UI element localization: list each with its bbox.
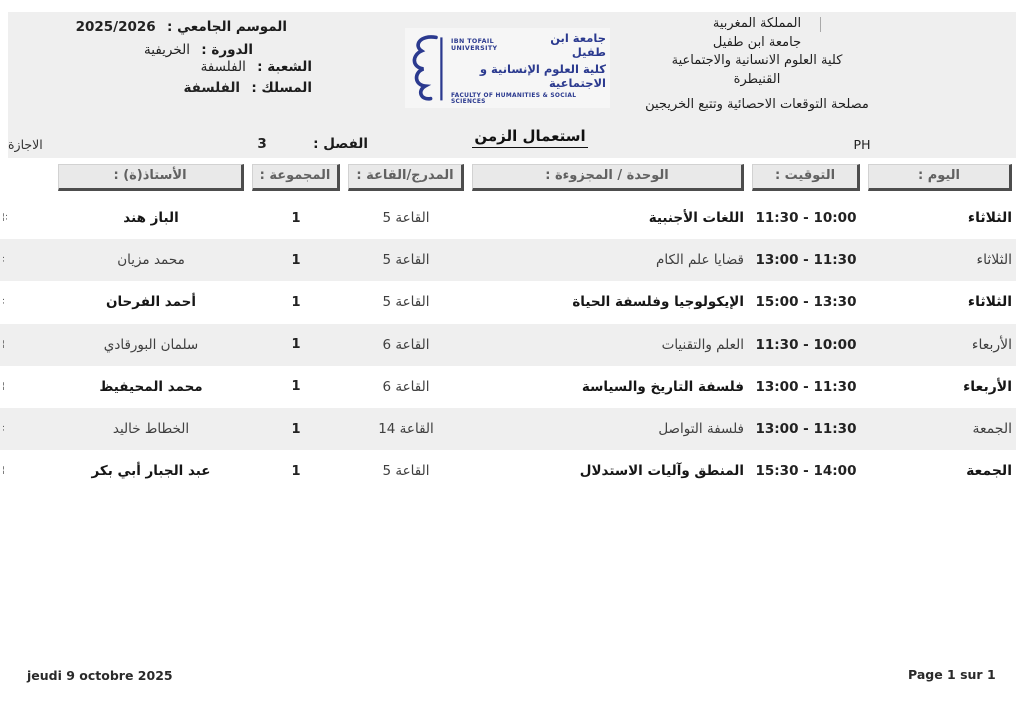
institution-kingdom: المملكة المغربية bbox=[712, 16, 802, 31]
section-value: الفلسفة bbox=[200, 59, 246, 75]
footer-date: jeudi 9 octobre 2025 bbox=[27, 668, 173, 683]
clipped-edge-text: : bbox=[2, 296, 6, 307]
clipped-edge-text: ¦ bbox=[2, 381, 6, 392]
clipped-edge-text: : bbox=[2, 423, 6, 434]
header-professor: الأستاذ(ة) : bbox=[58, 164, 244, 191]
semester-label: الفصل : bbox=[313, 136, 368, 152]
time-cell: 11:30 - 13:00 bbox=[755, 421, 857, 438]
timetable-header-row bbox=[58, 164, 1012, 191]
time-cell: 10:00 - 11:30 bbox=[755, 210, 857, 227]
university-logo-text bbox=[451, 31, 606, 105]
document-title bbox=[445, 126, 615, 145]
logo-faculty-ar: كلية العلوم الإنسانية و الاجتماعية bbox=[479, 62, 606, 90]
day-cell: الثلاثاء bbox=[967, 294, 1012, 311]
timetable-row-cells bbox=[58, 197, 1012, 239]
track-label: المسلك : bbox=[251, 80, 312, 96]
session-value: الخريفية bbox=[144, 42, 190, 58]
clipped-edge-text: ¦: bbox=[2, 212, 9, 223]
day-cell: الثلاثاء bbox=[976, 252, 1012, 269]
module-cell: اللغات الأجنبية bbox=[648, 210, 744, 227]
time-cell: 11:30 - 13:00 bbox=[755, 252, 857, 269]
track-line bbox=[183, 80, 312, 96]
timetable-row bbox=[0, 408, 1016, 450]
timetable-row bbox=[0, 239, 1016, 281]
timetable-row bbox=[0, 366, 1016, 408]
institution-city: القنيطرة bbox=[733, 71, 781, 87]
logo-university-en: IBN TOFAIL UNIVERSITY bbox=[451, 38, 498, 52]
session-label: الدورة : bbox=[201, 42, 253, 58]
footer-page-number: Page 1 sur 1 bbox=[908, 667, 996, 682]
header-group: المجموعة : bbox=[252, 164, 340, 191]
group-cell: 1 bbox=[291, 463, 301, 479]
time-cell: 13:30 - 15:00 bbox=[755, 294, 857, 311]
time-cell: 14:00 - 15:30 bbox=[755, 463, 857, 480]
timetable-row bbox=[0, 197, 1016, 239]
group-cell: 1 bbox=[291, 252, 301, 268]
room-cell: القاعة 5 bbox=[382, 210, 430, 227]
professor-cell: عبد الجبار أبي بكر bbox=[91, 463, 211, 480]
logo-faculty-en: FACULTY OF HUMANITIES & SOCIAL SCIENCES bbox=[451, 93, 577, 105]
logo-university-ar: جامعة ابن طفيل bbox=[550, 31, 606, 59]
room-cell: القاعة 5 bbox=[382, 294, 430, 311]
timetable-row-cells bbox=[58, 324, 1012, 366]
clipped-edge-text: ¦ bbox=[2, 465, 6, 476]
university-logo bbox=[405, 28, 610, 108]
header-divider-line bbox=[820, 17, 821, 32]
document-title-text: استعمال الزمن bbox=[472, 127, 587, 148]
institution-faculty: كلية العلوم الانسانية والاجتماعية bbox=[671, 53, 843, 68]
group-cell: 1 bbox=[291, 210, 301, 226]
module-cell: قضايا علم الكام bbox=[655, 252, 744, 269]
section-line bbox=[201, 59, 312, 75]
time-cell: 11:30 - 13:00 bbox=[755, 378, 857, 395]
academic-year-line bbox=[76, 19, 287, 35]
academic-year-value: 2025/2026 bbox=[75, 19, 156, 35]
room-cell: القاعة 6 bbox=[382, 336, 430, 353]
timetable-rows bbox=[0, 197, 1016, 492]
timetable-row-cells bbox=[58, 239, 1012, 281]
university-logo-mark bbox=[409, 30, 445, 106]
semester-line bbox=[257, 136, 368, 152]
professor-cell: محمد المحيفيظ bbox=[99, 378, 203, 395]
semester-value: 3 bbox=[257, 136, 267, 152]
program-code: PH bbox=[853, 137, 871, 152]
timetable-row bbox=[0, 324, 1016, 366]
room-cell: القاعة 6 bbox=[382, 378, 430, 395]
header-module: الوحدة / المجزوءة : bbox=[472, 164, 744, 191]
professor-cell: سلمان البورقادي bbox=[103, 336, 199, 353]
day-cell: الأربعاء bbox=[971, 336, 1012, 353]
module-cell: المنطق وآليات الاستدلال bbox=[579, 463, 744, 480]
timetable-row bbox=[0, 450, 1016, 492]
module-cell: فلسفة التواصل bbox=[658, 421, 744, 438]
room-cell: القاعة 5 bbox=[382, 463, 430, 480]
section-label: الشعبة : bbox=[257, 59, 312, 75]
clipped-edge-text: : bbox=[2, 254, 6, 265]
header-time: التوقيت : bbox=[752, 164, 860, 191]
day-cell: الجمعة bbox=[972, 421, 1012, 438]
clipped-edge-text: ¦ bbox=[2, 339, 6, 350]
group-cell: 1 bbox=[291, 337, 301, 353]
institution-university: جامعة ابن طفيل bbox=[712, 34, 802, 50]
header-day: اليوم : bbox=[868, 164, 1012, 191]
professor-cell: أحمد الفرحان bbox=[105, 294, 197, 311]
session-line bbox=[144, 42, 253, 58]
track-value: الفلسفة bbox=[183, 80, 241, 96]
timetable-row-cells bbox=[58, 281, 1012, 323]
professor-cell: الباز هند bbox=[123, 210, 179, 227]
group-cell: 1 bbox=[291, 379, 301, 395]
degree-label: الاجازة bbox=[8, 137, 43, 152]
timetable-row bbox=[0, 281, 1016, 323]
module-cell: الإيكولوجيا وفلسفة الحياة bbox=[572, 294, 744, 311]
day-cell: الجمعة bbox=[966, 463, 1012, 480]
room-cell: القاعة 14 bbox=[378, 421, 434, 438]
professor-cell: الخطاط خاليد bbox=[112, 421, 190, 438]
professor-cell: محمد مزيان bbox=[117, 252, 185, 269]
timetable-row-cells bbox=[58, 450, 1012, 492]
module-cell: فلسفة التاريخ والسياسة bbox=[581, 378, 744, 395]
institution-block bbox=[607, 15, 907, 89]
statistics-service-line: مصلحة التوقعات الاحصائية وتتبع الخريجين bbox=[645, 97, 869, 112]
academic-year-label: الموسم الجامعي : bbox=[166, 19, 287, 35]
group-cell: 1 bbox=[291, 421, 301, 437]
timetable-row-cells bbox=[58, 366, 1012, 408]
day-cell: الثلاثاء bbox=[967, 210, 1012, 227]
header-room: المدرج/القاعة : bbox=[348, 164, 464, 191]
timetable-row-cells bbox=[58, 408, 1012, 450]
day-cell: الأربعاء bbox=[963, 378, 1012, 395]
module-cell: العلم والتقنيات bbox=[661, 336, 744, 353]
room-cell: القاعة 5 bbox=[382, 252, 430, 269]
time-cell: 10:00 - 11:30 bbox=[755, 336, 857, 353]
group-cell: 1 bbox=[291, 294, 301, 310]
